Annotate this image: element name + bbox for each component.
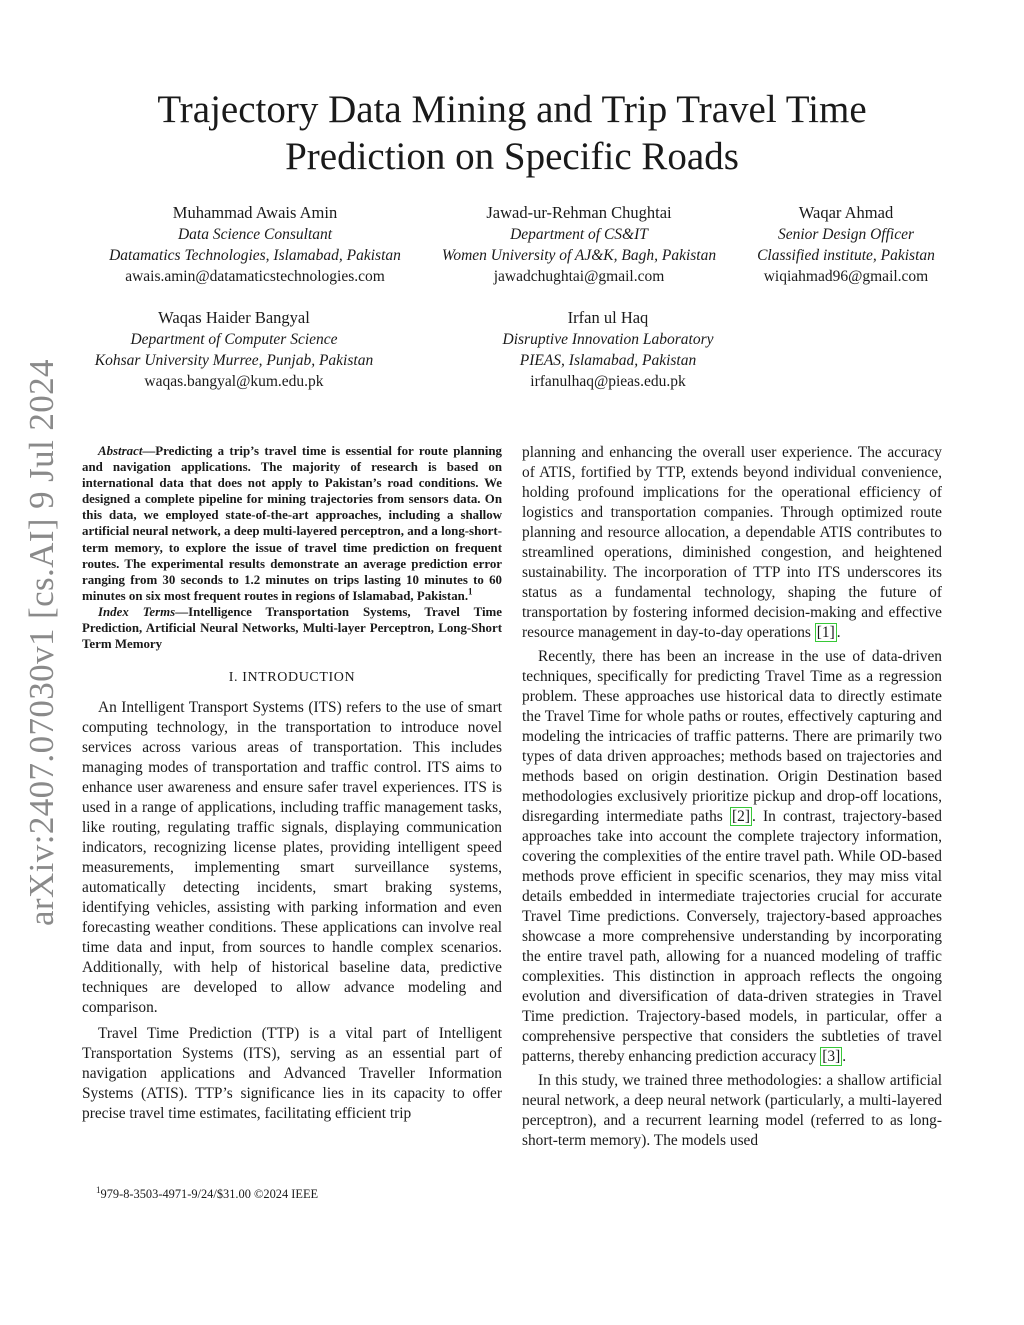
abstract — [82, 443, 502, 604]
index-terms — [82, 604, 502, 652]
author-email: wiqiahmad96@gmail.com — [763, 268, 929, 285]
author-email: irfanulhaq@pieas.edu.pk — [530, 373, 686, 390]
author-role: Data Science Consultant — [177, 226, 333, 243]
footnote — [96, 1186, 318, 1202]
abstract-footnote-mark: 1 — [468, 586, 473, 597]
author-block-2 — [428, 202, 730, 287]
right-paragraph-1-text: planning and enhancing the overall user experience. The accuracy of ATIS, fortified by TTP, extends beyond individual convenience, holding profound implications for the operational efficiency of logistics and transportation companies. Through optimized route planning and resource allocation, a dependable ATIS contributes to streamlined operations, diminished congestion, and heightened sustainability. The incorporation of TTP into ITS underscores its status as a fundamental technology, shaping the future of transportation by fostering informed decision-making and effective resource management in day-to-day operations — [522, 444, 942, 641]
index-terms-text: —Intelligence Transportation Systems, Travel Time Prediction, Artificial Neural Networks, Multi-layer Perceptron, Long-Short Term Memory — [82, 604, 502, 652]
author-affiliation: Classified institute, Pakistan — [757, 247, 935, 264]
abstract-text: —Predicting a trip’s travel time is essential for route planning and navigation applications. The majority of research is based on international data that does not apply to Pakistan’s road conditions. We designed a complete pipeline for mining trajectories from sensors data. On this data, we employed state-of-the-art approaches, including a shallow artificial neural network, a deep multi-layered perceptron, and a long-short-term memory, to explore the issue of travel time prediction on frequent routes. The experimental results demonstrate an average prediction error ranging from 30 seconds to 1.2 minutes on trips lasting 10 minutes to 60 minutes on six most frequent routes in regions of Islamabad, Pakistan. — [82, 444, 502, 603]
citation-link-1[interactable]: [1] — [816, 624, 835, 641]
section-heading-introduction: I. INTRODUCTION — [228, 670, 356, 686]
footnote-mark: 1 — [96, 1184, 101, 1195]
author-email: awais.amin@datamaticstechnologies.com — [125, 268, 385, 285]
author-role: Senior Design Officer — [777, 226, 915, 243]
author-role: Department of CS&IT — [510, 226, 648, 243]
author-affiliation: Women University of AJ&K, Bagh, Pakistan — [441, 247, 717, 264]
author-name: Irfan ul Haq — [567, 308, 649, 327]
author-name: Muhammad Awais Amin — [172, 203, 338, 222]
footnote-text: 979-8-3503-4971-9/24/$31.00 ©2024 IEEE — [100, 1187, 319, 1201]
author-block-5 — [492, 307, 724, 392]
paper-title — [100, 86, 924, 180]
abstract-lead: Abstract — [98, 444, 143, 458]
arxiv-side-stamp: arXiv:2407.07030v1 [cs.AI] 9 Jul 2024 — [22, 359, 61, 926]
author-role: Department of Computer Science — [130, 331, 338, 348]
title-line-1: Trajectory Data Mining and Trip Travel Time — [157, 88, 867, 131]
index-terms-lead: Index Terms — [98, 604, 176, 619]
right-paragraph-1: planning and enhancing the overall user experience. The accuracy of ATIS, fortified by TTP, extends beyond individual convenience, holding profound implications for the operational efficiency of logistics and transportation companies. Through optimized route planning and resource allocation, a dependable ATIS contributes to streamlined operations, diminished congestion, and heightened sustainability. The incorporation of TTP into ITS underscores its status as a fundamental technology, shaping the future of transportation by fostering informed decision-making and effective resource management in day-to-day operations [1] . — [522, 444, 942, 641]
right-column — [522, 443, 942, 1151]
intro-paragraph-1: An Intelligent Transport Systems (ITS) refers to the use of smart computing technology, in the transportation to introduce novel services across various areas of transportation. This includes managing modes of transportation and traffic control. ITS aims to enhance user awareness and ensure safer travel experiences. ITS is used in a range of applications, including traffic management tasks, like routing, regulating traffic signals, displaying communication indicators, recognizing license plates, providing intelligent speed measurements, implementing smart surveillance systems, automatically detecting incidents, smart braking systems, identifying vehicles, assisting with parking information and even forecasting weather conditions. These applications can involve real time data and input, from sources to handle complex scenarios. Additionally, with help of historical baseline data, predictive techniques are developed to allow advance modeling and comparison. — [82, 699, 502, 1017]
right-paragraph-2-text-a: Recently, there has been an increase in the use of data-driven techniques, specifically for predicting Travel Time as a regression problem. These approaches use historical data to directly estimate the Travel Time for whole paths or routes, effectively capturing and modeling the intricacies of traffic patterns. There are primarily two types of data driven approaches; methods based on trajectories and methods based on origin destination. Origin Destination based methodologies exclusively prioritize pickup and drop-off locations, disregarding intermediate paths — [522, 648, 942, 825]
left-column — [82, 443, 502, 1124]
right-paragraph-2: Recently, there has been an increase in the use of data-driven techniques, specifically for predicting Travel Time as a regression problem. These approaches use historical data to directly estimate the Travel Time for whole paths or routes, effectively capturing and modeling the intricacies of traffic patterns. There are primarily two types of data driven approaches; methods based on trajectories and methods based on origin destination. Origin Destination based methodologies exclusively prioritize pickup and drop-off locations, disregarding intermediate paths [2] . In contrast, trajectory-based approaches take into account the complete trajectory information, covering the complexities of the entire travel path. While OD-based methods prove efficient in specific scenarios, they may miss vital details embedded in intermediate trajectories crucial for accurate Travel Time predictions. Conversely, trajectory-based approaches showcase a more comprehensive understanding by incorporating the entire travel path, allowing for a nuanced modeling of traffic complexities. This distinction in approach reflects the ongoing evolution and diversification of data-driven strategies in Travel Time prediction. Trajectory-based models, in particular, offer a comprehensive perspective that considers the subtleties of travel patterns, thereby enhancing prediction accuracy [3] . — [522, 648, 942, 1065]
author-block-3 — [750, 202, 942, 287]
intro-paragraph-2: Travel Time Prediction (TTP) is a vital part of Intelligent Transportation Systems (ITS), serving as an essential part of navigation applications and Advanced Traveller Information Systems (ATIS). TTP’s significance lies in its capacity to offer precise travel time estimates, facilitating efficient trip — [82, 1025, 502, 1123]
author-email: jawadchughtai@gmail.com — [493, 268, 665, 285]
author-block-4 — [82, 307, 386, 392]
author-name: Waqar Ahmad — [798, 203, 894, 222]
author-affiliation: Kohsar University Murree, Punjab, Pakistan — [94, 352, 374, 369]
citation-link-3[interactable]: [3] — [822, 1048, 841, 1065]
author-affiliation: Datamatics Technologies, Islamabad, Pakistan — [109, 247, 401, 264]
citation-link-2[interactable]: [2] — [732, 808, 750, 825]
right-paragraph-2-text-b: . In contrast, trajectory-based approaches take into account the complete trajectory information, covering the complexities of the entire travel path. While OD-based methods prove efficient in specific scenarios, they may miss vital details embedded in intermediate trajectories crucial for accurate Travel Time predictions. Conversely, trajectory-based approaches showcase a more comprehensive understanding by incorporating the entire travel path, allowing for a nuanced modeling of traffic complexities. This distinction in approach reflects the ongoing evolution and diversification of data-driven strategies in Travel Time prediction. Trajectory-based models, in particular, offer a comprehensive perspective that considers the subtleties of travel patterns, thereby enhancing prediction accuracy — [522, 808, 942, 1065]
author-email: waqas.bangyal@kum.edu.pk — [144, 373, 324, 390]
right-paragraph-3: In this study, we trained three methodologies: a shallow artificial neural network, a deep neural network (particularly, a multi-layered perceptron), and a recurrent learning model (referred to as long-short-term memory). The models used — [522, 1072, 942, 1149]
author-block-1 — [97, 202, 413, 287]
title-line-2: Prediction on Specific Roads — [285, 135, 739, 178]
author-role: Disruptive Innovation Laboratory — [502, 331, 714, 348]
author-name: Waqas Haider Bangyal — [158, 308, 310, 327]
author-affiliation: PIEAS, Islamabad, Pakistan — [519, 352, 697, 369]
author-name: Jawad-ur-Rehman Chughtai — [486, 203, 672, 222]
